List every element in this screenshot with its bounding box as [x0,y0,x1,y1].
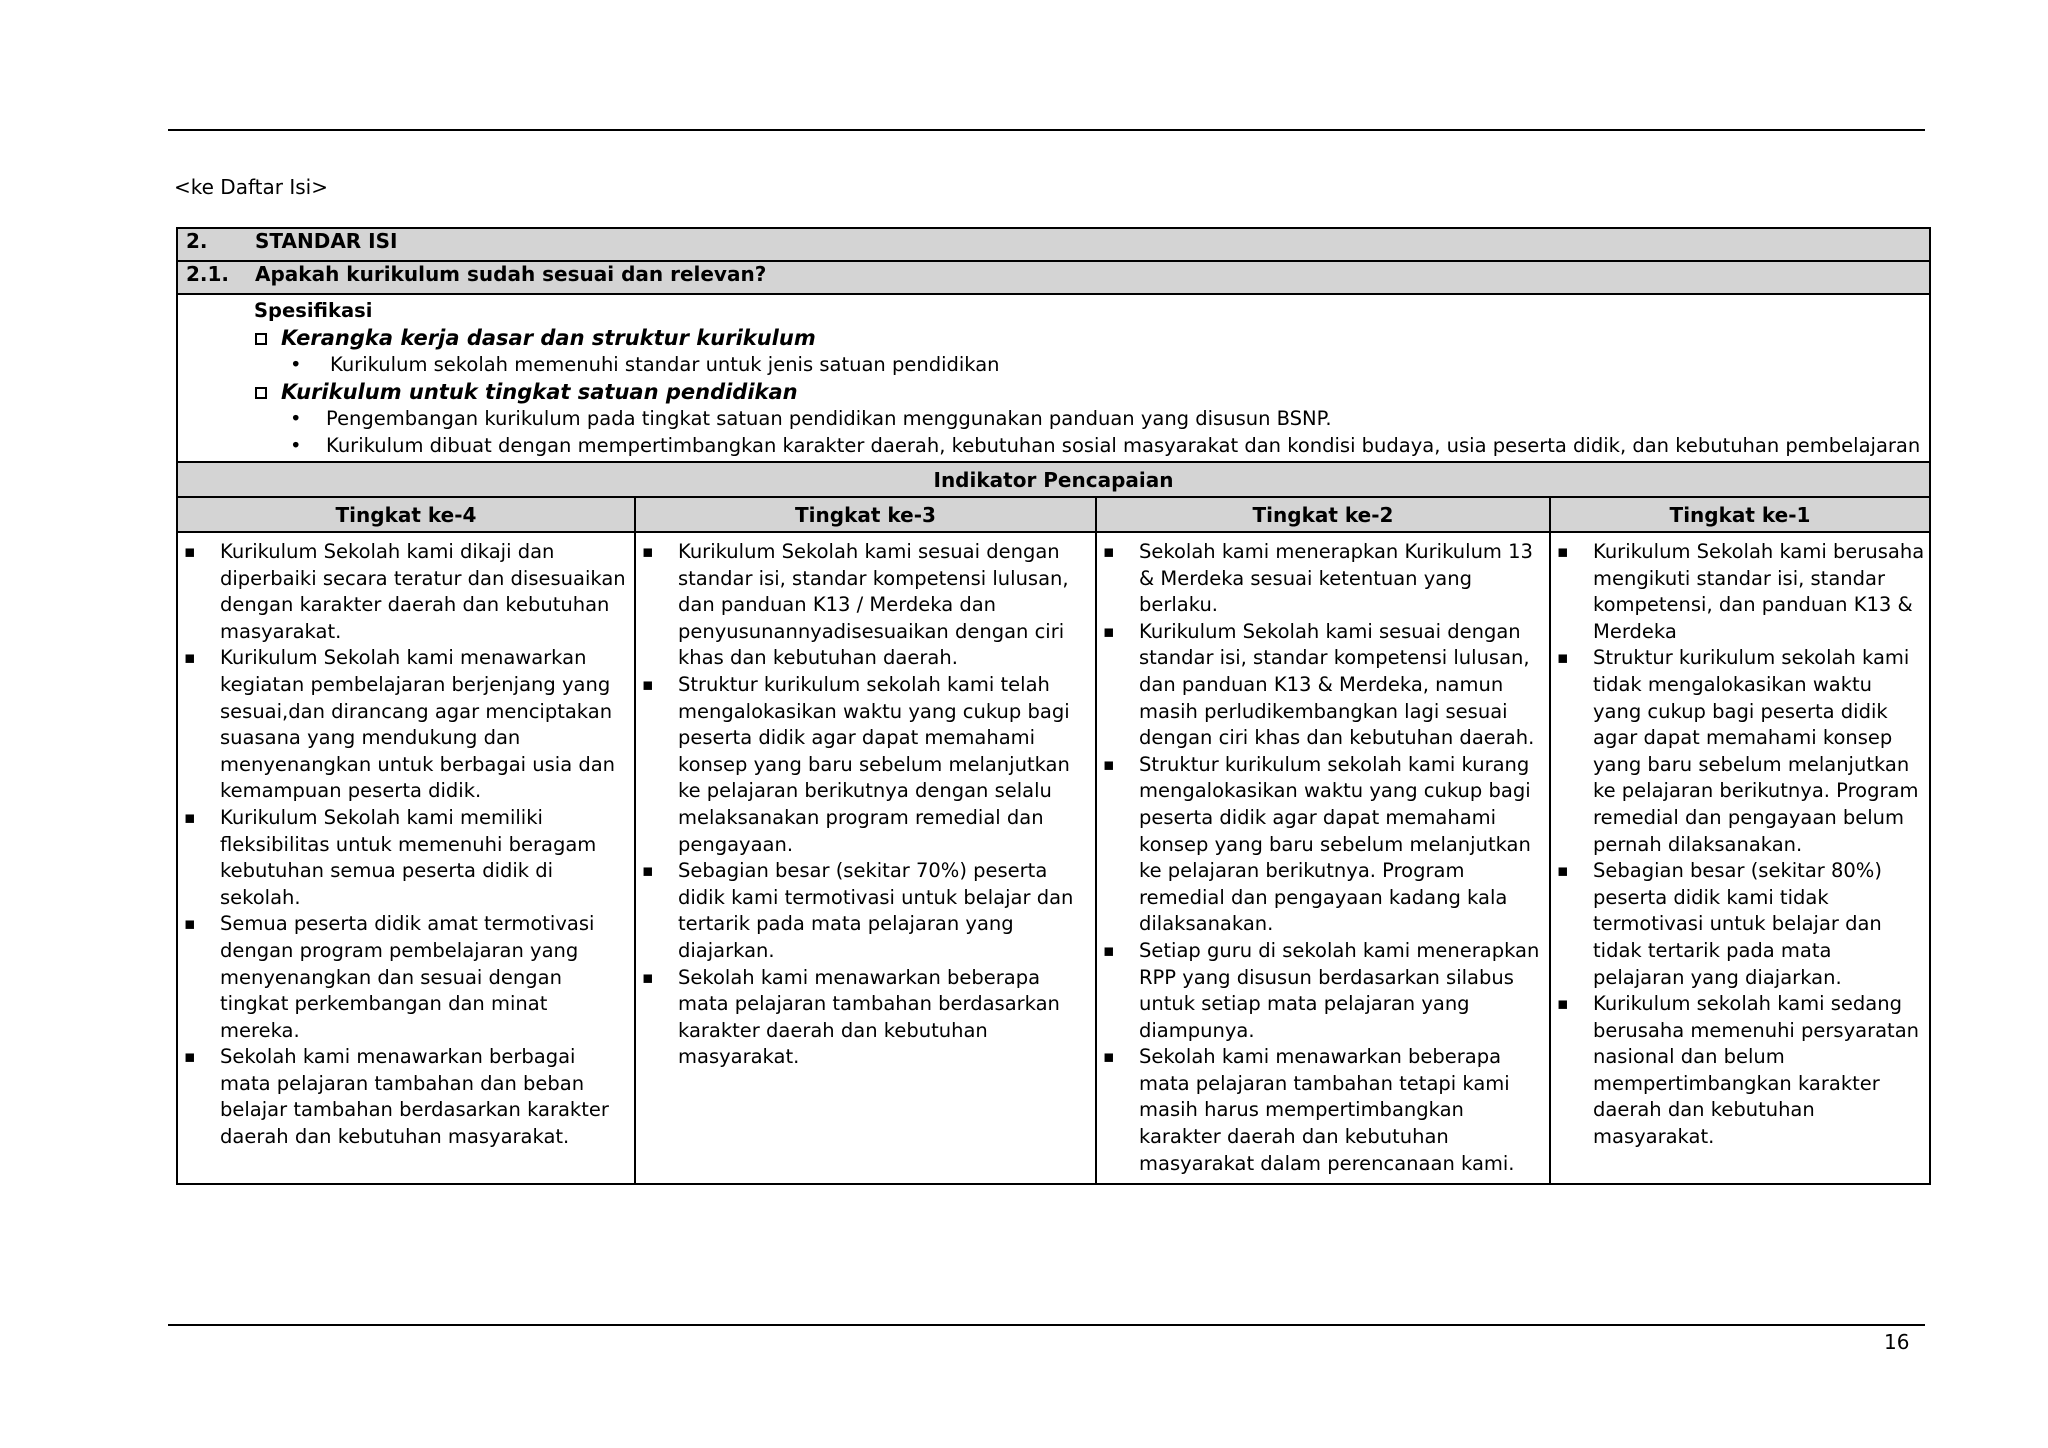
level-2-list [1101,539,1545,1177]
toc-link[interactable]: <ke Daftar Isi> [174,175,328,199]
list-item: ▪ Kurikulum Sekolah kami dikaji dan diperbaiki secara teratur dan disesuaikan dengan karakter daerah dan kebutuhan masyarakat. [182,539,630,645]
list-item: ▪ Sekolah kami menawarkan beberapa mata pelajaran tambahan tetapi kami masih harus mempertimbangkan karakter daerah dan kebutuhan masyarakat dalam perencanaan kami. [1101,1044,1545,1177]
question-row [177,261,1930,294]
spec-item: • Kurikulum dibuat dengan mempertimbangkan karakter daerah, kebutuhan sosial masyarakat dan kondisi budaya, usia peserta didik, dan kebutuhan pembelajaran [254,433,1929,460]
list-item: ▪ Kurikulum Sekolah kami menawarkan kegiatan pembelajaran berjenjang yang sesuai,dan dirancang agar menciptakan suasana yang mendukung dan menyenangkan untuk berbagai usia dan kemampuan peserta didik. [182,645,630,805]
indicator-row [177,462,1930,497]
spec-group [254,379,1929,407]
list-item: ▪ Kurikulum Sekolah kami sesuai dengan standar isi, standar kompetensi lulusan, dan panduan K13 / Merdeka dan penyusunannyadisesuaikan dengan ciri khas dan kebutuhan daerah. [640,539,1091,672]
standard-table [176,227,1931,1185]
question-title: Apakah kurikulum sudah sesuai dan relevan? [255,262,767,286]
level-3-list [640,539,1091,1071]
level-header-row [177,497,1930,532]
list-item: ▪ Semua peserta didik amat termotivasi dengan program pembelajaran yang menyenangkan dan sesuai dengan tingkat perkembangan dan minat mereka. [182,911,630,1044]
list-item: ▪ Struktur kurikulum sekolah kami kurang mengalokasikan waktu yang cukup bagi peserta didik agar dapat memahami konsep yang baru sebelum melanjutkan ke pelajaran berikutnya. Program remedial dan pengayaan kadang kala dilaksanakan. [1101,752,1545,938]
indicator-title: Indikator Pencapaian [177,462,1930,497]
page-number: 16 [1884,1330,1910,1354]
header-rule [168,129,1925,131]
spec-group-title: Kurikulum untuk tingkat satuan pendidikan [281,379,798,404]
list-item: ▪ Sekolah kami menawarkan berbagai mata pelajaran tambahan dan beban belajar tambahan berdasarkan karakter daerah dan kebutuhan masyarakat. [182,1044,630,1150]
list-item: ▪ Kurikulum Sekolah kami sesuai dengan standar isi, standar kompetensi lulusan, dan panduan K13 & Merdeka, namun masih perludikembangkan lagi sesuai dengan ciri khas dan kebutuhan daerah. [1101,619,1545,752]
footer-rule [168,1324,1925,1326]
level-4-list [182,539,630,1151]
spec-group [254,325,1929,353]
list-item: ▪ Struktur kurikulum sekolah kami telah mengalokasikan waktu yang cukup bagi peserta didik agar dapat memahami konsep yang baru sebelum melanjutkan ke pelajaran berikutnya dengan selalu melaksanakan program remedial dan pengayaan. [640,672,1091,858]
level-1-list [1555,539,1925,1151]
question-number: 2.1. [186,262,230,286]
spec-item: • Kurikulum sekolah memenuhi standar untuk jenis satuan pendidikan [254,352,1929,379]
bullet-dot-icon: • [290,433,302,457]
bullet-dot-icon: • [290,353,302,376]
level-1-cell [1550,532,1930,1184]
spec-item: • Pengembangan kurikulum pada tingkat satuan pendidikan menggunakan panduan yang disusun BSNP. [254,406,1929,433]
list-item: ▪ Kurikulum Sekolah kami memiliki fleksibilitas untuk memenuhi beragam kebutuhan semua peserta didik di sekolah. [182,805,630,911]
list-item: ▪ Sekolah kami menerapkan Kurikulum 13 & Merdeka sesuai ketentuan yang berlaku. [1101,539,1545,619]
level-header: Tingkat ke-3 [635,497,1096,532]
list-item: ▪ Kurikulum sekolah kami sedang berusaha memenuhi persyaratan nasional dan belum mempertimbangkan karakter daerah dan kebutuhan masyarakat. [1555,991,1925,1151]
level-content-row [177,532,1930,1184]
checkbox-square-icon [255,333,267,345]
level-2-cell [1096,532,1550,1184]
specification-title: Spesifikasi [254,299,373,322]
bullet-dot-icon: • [290,407,302,430]
level-header: Tingkat ke-1 [1550,497,1930,532]
list-item: ▪ Struktur kurikulum sekolah kami tidak mengalokasikan waktu yang cukup bagi peserta didik agar dapat memahami konsep yang baru sebelum melanjutkan ke pelajaran berikutnya. Program remedial dan pengayaan belum pernah dilaksanakan. [1555,645,1925,858]
level-3-cell [635,532,1096,1184]
spec-group-title: Kerangka kerja dasar dan struktur kurikulum [281,325,816,350]
list-item: ▪ Sekolah kami menawarkan beberapa mata pelajaran tambahan berdasarkan karakter daerah dan kebutuhan masyarakat. [640,965,1091,1071]
list-item: ▪ Kurikulum Sekolah kami berusaha mengikuti standar isi, standar kompetensi, dan panduan K13 & Merdeka [1555,539,1925,645]
level-header: Tingkat ke-4 [177,497,635,532]
specification-row [177,294,1930,462]
list-item: ▪ Sebagian besar (sekitar 70%) peserta didik kami termotivasi untuk belajar dan tertarik pada mata pelajaran yang diajarkan. [640,858,1091,964]
section-title: STANDAR ISI [255,229,398,253]
level-header: Tingkat ke-2 [1096,497,1550,532]
specification-cell [177,294,1930,462]
list-item: ▪ Setiap guru di sekolah kami menerapkan RPP yang disusun berdasarkan silabus untuk setiap mata pelajaran yang diampunya. [1101,938,1545,1044]
checkbox-square-icon [255,387,267,399]
level-4-cell [177,532,635,1184]
list-item: ▪ Sebagian besar (sekitar 80%) peserta didik kami tidak termotivasi untuk belajar dan tidak tertarik pada mata pelajaran yang diajarkan. [1555,858,1925,991]
section-row [177,228,1930,261]
section-number: 2. [186,229,208,253]
